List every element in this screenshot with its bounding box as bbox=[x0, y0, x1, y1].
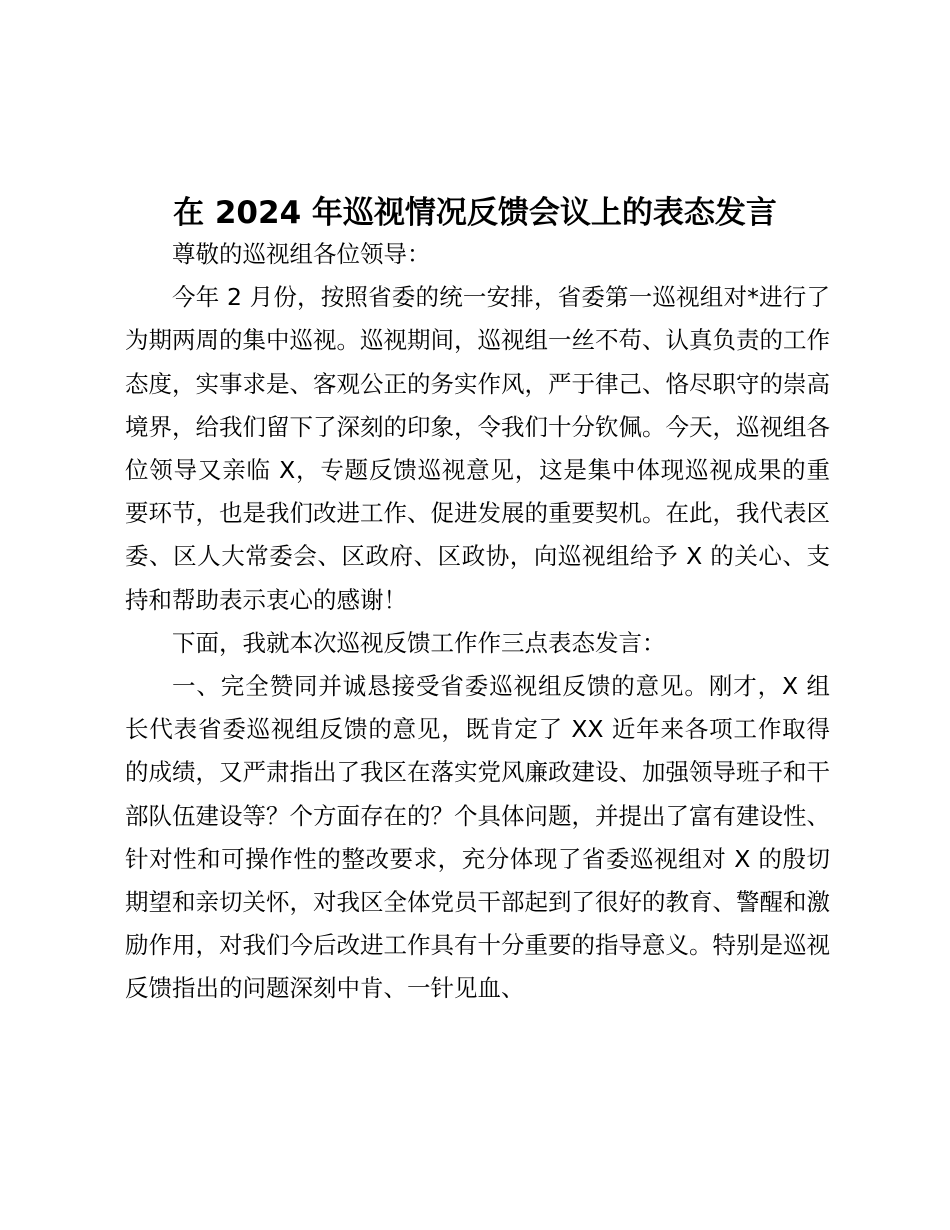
document-body bbox=[125, 233, 830, 1011]
salutation-paragraph: 尊敬的巡视组各位领导： bbox=[172, 240, 431, 268]
point-one-paragraph: 一、完全赞同并诚恳接受省委巡视组反馈的意见。刚才，X 组长代表省委巡视组反馈的意见，既肯定了 XX 近年来各项工作取得的成绩，又严肃指出了我区在落实党风廉政建设、加强领导班子和干部队伍建设等？个方面存在的？个具体问题，并提出了富有建设性、针对性和可操作性的整改要求，充分体现了省委巡视组对 X 的殷切期望和亲切关怀，对我区全体党员干部起到了很好的教育、警醒和激励作用，对我们今后改进工作具有十分重要的指导意义。特别是巡视反馈指出的问题深刻中肯、一针见血、 bbox=[125, 672, 830, 1003]
transition-paragraph: 下面，我就本次巡视反馈工作作三点表态发言： bbox=[172, 628, 666, 657]
document-title: 在 2024 年巡视情况反馈会议上的表态发言 bbox=[173, 194, 777, 231]
intro-paragraph: 今年 2 月份，按照省委的统一安排，省委第一巡视组对*进行了为期两周的集中巡视。巡视期间，巡视组一丝不苟、认真负责的工作态度，实事求是、客观公正的务实作风，严于律己、恪尽职守的崇高境界，给我们留下了深刻的印象，令我们十分钦佩。今天，巡视组各位领导又亲临 X，专题反馈巡视意见，这是集中体现巡视成果的重要环节，也是我们改进工作、促进发展的重要契机。在此，我代表区委、区人大常委会、区政府、区政协，向巡视组给予 X 的关心、支持和帮助表示衷心的感谢！ bbox=[125, 283, 830, 614]
